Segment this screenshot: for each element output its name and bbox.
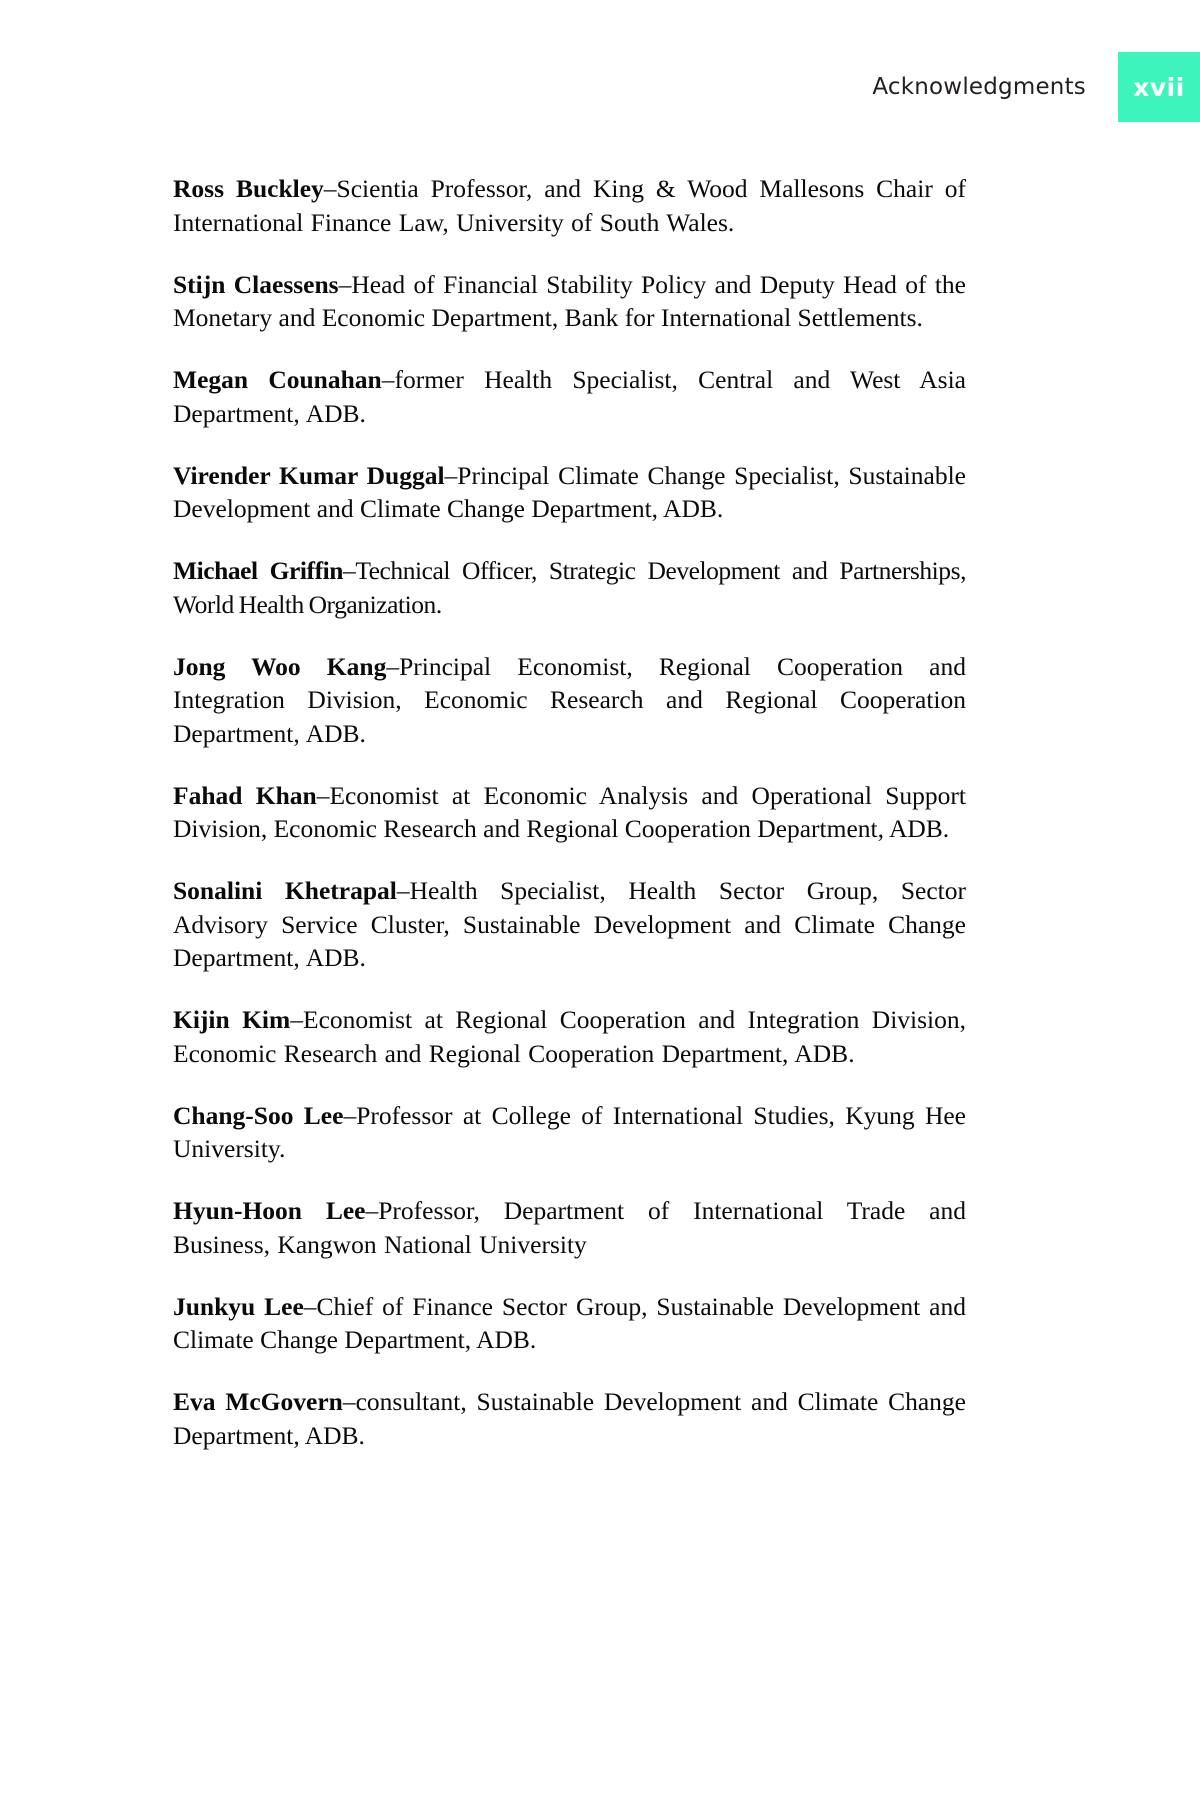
- acknowledgment-entry: [173, 268, 966, 335]
- name-separator: –: [303, 1291, 317, 1321]
- acknowledgments-list: [173, 172, 966, 1452]
- name-separator: –: [342, 1387, 356, 1416]
- acknowledgment-entry: [173, 779, 966, 846]
- contributor-description: Economist at Regional Cooperation and Integration Division, Economic Research and Regional Cooperation Department, ADB.: [173, 1005, 966, 1068]
- name-separator: –: [290, 1005, 304, 1034]
- contributor-name: Michael Griffin: [173, 556, 343, 585]
- contributor-name: Junkyu Lee: [173, 1291, 304, 1321]
- contributor-description: Technical Officer, Strategic Development and Partnerships, World Health Organization.: [173, 556, 966, 619]
- acknowledgment-entry: [173, 874, 966, 975]
- contributor-name: Megan Counahan: [173, 365, 382, 394]
- acknowledgment-entry: [173, 1290, 966, 1357]
- name-separator: –: [386, 651, 400, 681]
- contributor-name: Virender Kumar Duggal: [173, 460, 445, 490]
- contributor-name: Fahad Khan: [173, 780, 317, 810]
- acknowledgment-entry: [173, 1194, 966, 1261]
- name-separator: –: [316, 780, 330, 810]
- acknowledgment-entry: [173, 1003, 966, 1070]
- name-separator: –: [338, 269, 352, 299]
- acknowledgment-entry: [173, 363, 966, 430]
- contributor-description: Principal Economist, Regional Cooperation and Integration Division, Economic Research and Regional Cooperation Department, ADB.: [173, 651, 966, 748]
- contributor-description: Professor, Department of International Trade and Business, Kangwon National University: [173, 1196, 966, 1259]
- contributor-name: Sonalini Khetrapal: [173, 876, 397, 905]
- acknowledgment-entry: [173, 1385, 966, 1452]
- page-number-badge: [1118, 52, 1200, 122]
- acknowledgment-entry: [173, 650, 966, 751]
- contributor-description: Chief of Finance Sector Group, Sustainable Development and Climate Change Department, ADB.: [173, 1291, 966, 1354]
- name-separator: –: [444, 460, 458, 490]
- contributor-name: Hyun-Hoon Lee: [173, 1196, 366, 1225]
- acknowledgment-entry: [173, 1099, 966, 1166]
- name-separator: –: [381, 365, 395, 394]
- contributor-name: Ross Buckley: [173, 174, 324, 203]
- contributor-description: Health Specialist, Health Sector Group, Sector Advisory Service Cluster, Sustainable Development and Climate Change Department, ADB.: [173, 876, 966, 972]
- contributor-name: Chang-Soo Lee: [173, 1100, 344, 1130]
- contributor-name: Jong Woo Kang: [173, 651, 387, 681]
- contributor-description: Principal Climate Change Specialist, Sustainable Development and Climate Change Department, ADB.: [173, 460, 966, 523]
- contributor-description: Professor at College of International Studies, Kyung Hee University.: [173, 1100, 966, 1163]
- contributor-description: Head of Financial Stability Policy and Deputy Head of the Monetary and Economic Department, Bank for International Settlements.: [173, 269, 966, 332]
- page-title: Acknowledgments: [872, 74, 1086, 100]
- contributor-name: Eva McGovern: [173, 1387, 343, 1416]
- contributor-name: Kijin Kim: [173, 1005, 291, 1034]
- acknowledgment-entry: [173, 459, 966, 526]
- acknowledgment-entry: [173, 554, 966, 621]
- name-separator: –: [365, 1196, 379, 1225]
- name-separator: –: [343, 1100, 357, 1130]
- contributor-description: consultant, Sustainable Development and Climate Change Department, ADB.: [173, 1387, 966, 1450]
- contributor-description: Economist at Economic Analysis and Operational Support Division, Economic Research and Regional Cooperation Department, ADB.: [173, 780, 966, 843]
- name-separator: –: [396, 876, 410, 905]
- page-running-header: [0, 52, 1200, 122]
- contributor-name: Stijn Claessens: [173, 269, 339, 299]
- name-separator: –: [323, 174, 337, 203]
- name-separator: –: [343, 556, 356, 585]
- contributor-description: Scientia Professor, and King & Wood Mallesons Chair of International Finance Law, University of South Wales.: [173, 174, 966, 237]
- page-number: xvii: [1133, 72, 1185, 102]
- acknowledgment-entry: [173, 172, 966, 239]
- contributor-description: former Health Specialist, Central and West Asia Department, ADB.: [173, 365, 966, 428]
